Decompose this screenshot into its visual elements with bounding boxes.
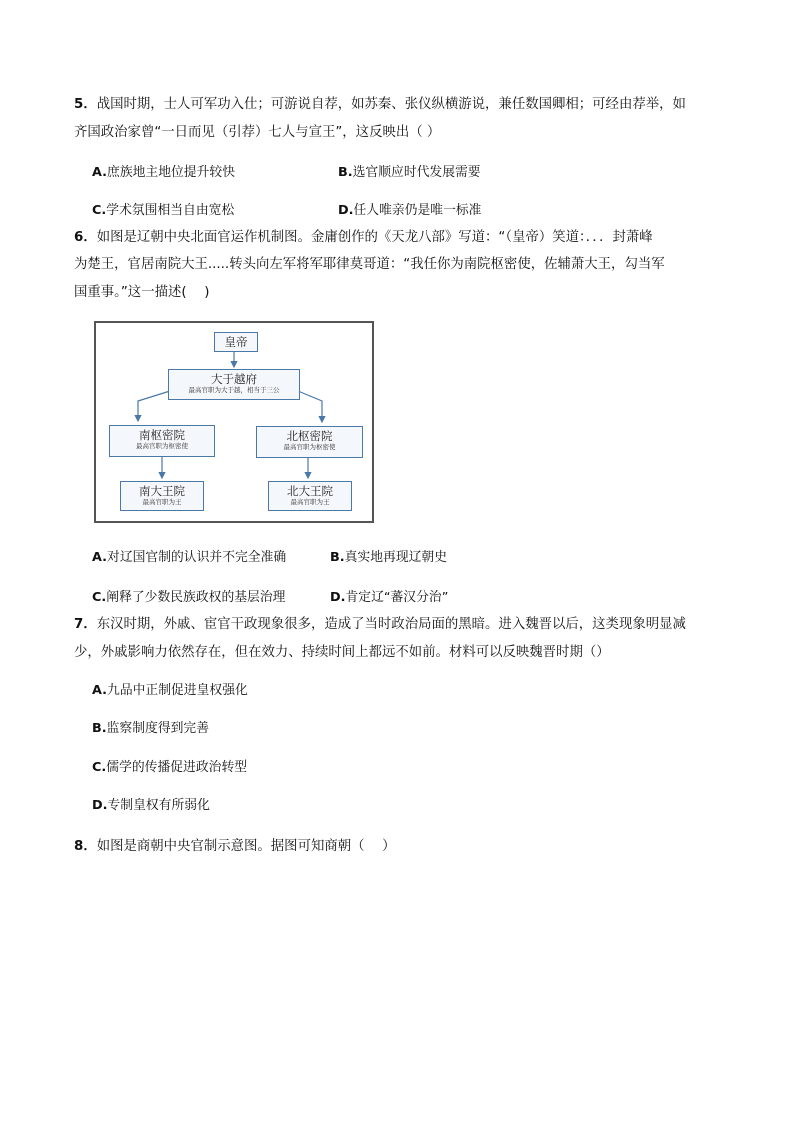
north-king-box [268,481,352,511]
q5-option-b-key: B. [338,165,353,180]
q6-line-3: 国重事。”这一描述( ) [74,285,210,300]
q7-option-c-text: 儒学的传播促进政治转型 [106,760,248,775]
q6-option-a-text: 对辽国官制的认识并不完全准确 [107,550,287,565]
q5-option-c-text: 学术氛围相当自由宽松 [106,203,235,218]
south-council-subtitle: 最高官职为枢密使 [136,442,188,450]
north-king-subtitle: 最高官职为王 [290,498,330,506]
q7-option-b-key: B. [92,721,107,736]
q7-option-a-key: A. [92,683,108,698]
q6-option-c-key: C. [92,590,107,605]
liao-org-chart [94,321,374,523]
q5-line-2: 齐国政治家曾“一日而见（引荐）七人与宣王”，这反映出（ ） [74,125,441,140]
q7-option-a-text: 九品中正制促进皇权强化 [107,683,248,698]
q6-line-1 [74,229,653,247]
q5-option-b-text: 选官顺应时代发展需要 [352,165,481,180]
q5-stem-1: 战国时期，士人可军功入仕；可游说自荐，如苏秦、张仪纵横游说，兼任数国卿相；可经由荐举，如 [96,97,686,112]
q5-option-a[interactable] [92,164,235,182]
q5-number: 5． [74,97,97,112]
q7-option-d[interactable] [92,797,210,815]
q6-option-d[interactable] [330,589,448,607]
q7-option-b-text: 监察制度得到完善 [106,721,209,736]
north-king-title: 北大王院 [287,484,333,498]
q6-stem-1: 如图是辽朝中央北面官运作机制图。金庸创作的《天龙八部》写道：“（皇帝）笑道：．．．封萧峰 [96,230,653,245]
q6-option-a[interactable] [92,549,286,567]
q6-option-c[interactable] [92,589,285,607]
q7-option-d-text: 专制皇权有所弱化 [107,798,210,813]
south-king-subtitle: 最高官职为王 [142,498,182,506]
q7-option-d-key: D. [92,798,108,813]
q8-stem-1: 如图是商朝中央官制示意图。据图可知商朝（ ） [96,839,396,854]
north-council-title: 北枢密院 [286,429,333,443]
q6-option-a-key: A. [92,550,108,565]
q5-option-d-text: 任人唯亲仍是唯一标准 [353,203,482,218]
q5-option-d-key: D. [338,203,354,218]
q7-line-2: 少，外戚影响力依然存在，但在效力、持续时间上都远不如前。材料可以反映魏晋时期（） [74,645,610,660]
q6-option-b[interactable] [330,549,447,567]
q7-stem-1: 东汉时期，外戚、宦官干政现象很多，造成了当时政治局面的黑暗。进入魏晋以后，这类现象明显减 [96,617,686,632]
q5-option-c-key: C. [92,203,107,218]
q5-option-a-key: A. [92,165,108,180]
emperor-label: 皇帝 [224,335,248,349]
south-king-title: 南大王院 [139,484,185,498]
q6-number: 6． [74,230,97,245]
q7-number: 7． [74,617,97,632]
south-council-title: 南枢密院 [139,428,185,442]
q5-line-1 [74,96,686,114]
q5-option-b[interactable] [338,164,481,182]
q6-option-d-text: 肯定辽“蕃汉分治” [345,590,449,605]
dayu-title: 大于越府 [211,372,257,386]
q5-option-c[interactable] [92,202,234,220]
q8-line-1 [74,838,396,856]
north-council-box [256,426,363,458]
q6-option-d-key: D. [330,590,346,605]
q5-option-a-text: 庶族地主地位提升较快 [107,165,235,180]
q7-option-c-key: C. [92,760,107,775]
q6-option-b-text: 真实地再现辽朝史 [344,550,447,565]
south-council-box [109,425,215,457]
q8-number: 8． [74,839,97,854]
arrow-dayu-to-south-council [138,391,170,421]
q7-line-1 [74,616,686,634]
dayu-box [168,369,300,400]
q6-option-b-key: B. [330,550,345,565]
q7-option-b[interactable] [92,720,209,738]
q7-option-a[interactable] [92,682,248,700]
north-council-subtitle: 最高官职为枢密使 [283,443,336,451]
south-king-box [120,481,204,511]
dayu-subtitle: 最高官职为大于越，相当于三公 [188,386,280,394]
arrow-dayu-to-north-council [298,391,322,422]
q6-line-2: 为楚王，官居南院大王.....转头向左军将军耶律莫哥道：“我任你为南院枢密使，佐辅萧大王，勾当军 [74,257,665,272]
q7-option-c[interactable] [92,759,247,777]
q5-option-d[interactable] [338,202,481,220]
emperor-box [214,332,258,352]
q6-option-c-text: 阐释了少数民族政权的基层治理 [106,590,286,605]
